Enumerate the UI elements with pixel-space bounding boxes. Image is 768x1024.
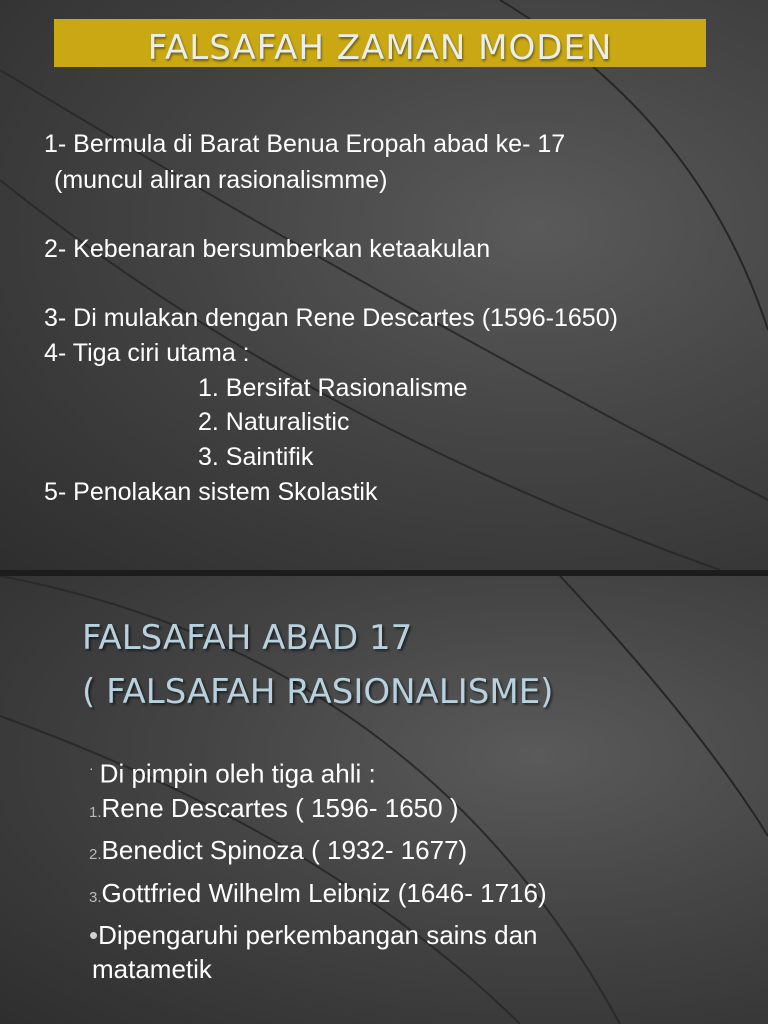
- final-bullet: [89, 919, 538, 951]
- point-1: 1- Bermula di Barat Benua Eropah abad ke- 17: [44, 130, 566, 158]
- slide-title-line-1: FALSAFAH ABAD 17: [82, 618, 413, 658]
- list-item: [89, 792, 458, 829]
- point-4-sub-1: 1. Bersifat Rasionalisme: [198, 374, 468, 402]
- intro-line: [89, 752, 376, 790]
- slide-2: [0, 576, 768, 1024]
- list-item: [89, 877, 547, 914]
- list-number: 1.: [89, 804, 102, 821]
- point-4-sub-2: 2. Naturalistic: [198, 408, 350, 436]
- bullet-dot: •: [89, 920, 99, 950]
- point-4: 4- Tiga ciri utama :: [44, 339, 250, 367]
- point-3: 3- Di mulakan dengan Rene Descartes (1596-1650): [44, 304, 618, 332]
- bullet-dot: ·: [89, 760, 94, 776]
- list-item: [89, 834, 467, 871]
- final-bullet-text-1: Dipengaruhi perkembangan sains dan: [98, 920, 538, 950]
- point-4-sub-3: 3. Saintifik: [198, 443, 314, 471]
- point-5: 5- Penolakan sistem Skolastik: [44, 478, 378, 506]
- list-number: 3.: [89, 889, 102, 906]
- point-2: 2- Kebenaran bersumberkan ketaakulan: [44, 235, 491, 263]
- intro-text: Di pimpin oleh tiga ahli :: [99, 758, 376, 789]
- point-1-note: (muncul aliran rasionalismme): [54, 166, 388, 194]
- list-text: Rene Descartes ( 1596- 1650 ): [101, 793, 459, 823]
- list-text: Gottfried Wilhelm Leibniz (1646- 1716): [101, 878, 547, 908]
- list-number: 2.: [89, 846, 102, 863]
- list-text: Benedict Spinoza ( 1932- 1677): [101, 835, 468, 865]
- final-bullet-text-2: matametik: [92, 954, 212, 984]
- slide-title: FALSAFAH ZAMAN MODEN: [147, 28, 613, 68]
- slide-title-line-2: ( FALSAFAH RASIONALISME): [82, 672, 554, 712]
